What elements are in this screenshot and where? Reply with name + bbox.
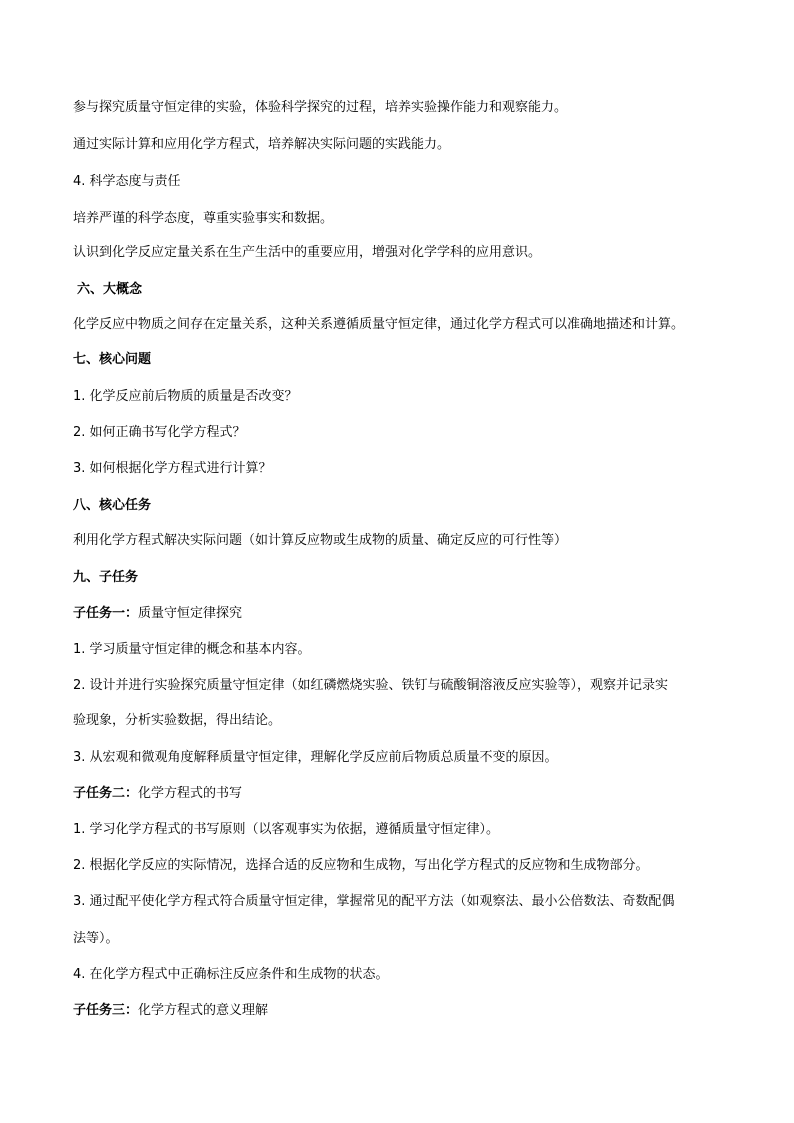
- paragraph-big-concept: 化学反应中物质之间存在定量关系，这种关系遵循质量守恒定律，通过化学方程式可以准确地描述和计算。: [73, 317, 685, 332]
- subtask-2-title: 化学方程式的书写: [138, 786, 243, 801]
- subtask-2-item-3-line-1: 3. 通过配平使化学方程式符合质量守恒定律，掌握常见的配平方法（如观察法、最小公倍数法、奇数配偶: [73, 894, 675, 909]
- question-item-1: 1. 化学反应前后物质的质量是否改变？: [73, 389, 298, 404]
- subtask-1-item-2-line-2: 验现象，分析实验数据，得出结论。: [73, 713, 282, 728]
- subtask-1-title: 质量守恒定律探究: [138, 606, 243, 621]
- section-heading-subtasks: 九、子任务: [73, 570, 139, 585]
- section-heading-big-concept: 六、大概念: [77, 282, 143, 297]
- subtask-1-item-3: 3. 从宏观和微观角度解释质量守恒定律，理解化学反应前后物质总质量不变的原因。: [73, 750, 558, 765]
- subtask-3-heading: [73, 1002, 754, 1020]
- paragraph-core-task: 利用化学方程式解决实际问题（如计算反应物或生成物的质量、确定反应的可行性等）: [73, 533, 568, 548]
- subtask-1-item-2-line-1: 2. 设计并进行实验探究质量守恒定律（如红磷燃烧实验、铁钉与硫酸铜溶液反应实验等），观察并记录实: [73, 678, 669, 693]
- subtask-1-item-1: 1. 学习质量守恒定律的概念和基本内容。: [73, 642, 311, 657]
- paragraph-application-awareness: 认识到化学反应定量关系在生产生活中的重要应用，增强对化学学科的应用意识。: [73, 245, 542, 260]
- section-heading-core-questions: 七、核心问题: [73, 352, 152, 367]
- subtask-2-item-4: 4. 在化学方程式中正确标注反应条件和生成物的状态。: [73, 967, 389, 982]
- subtask-3-title: 化学方程式的意义理解: [138, 1003, 269, 1018]
- paragraph-experiment-ability: 参与探究质量守恒定律的实验，体验科学探究的过程，培养实验操作能力和观察能力。: [73, 100, 568, 115]
- subtask-2-item-3-line-2: 法等）。: [73, 931, 119, 946]
- subheading-attitude: 4. 科学态度与责任: [73, 174, 181, 189]
- subtask-1-heading: [73, 605, 754, 623]
- subtask-2-heading: [73, 785, 754, 803]
- question-item-2: 2. 如何正确书写化学方程式？: [73, 425, 246, 440]
- subtask-1-label: 子任务一：: [73, 606, 139, 621]
- subtask-2-item-1: 1. 学习化学方程式的书写原则（以客观事实为依据，遵循质量守恒定律）。: [73, 822, 500, 837]
- subtask-3-label: 子任务三：: [73, 1003, 139, 1018]
- paragraph-practical-ability: 通过实际计算和应用化学方程式，培养解决实际问题的实践能力。: [73, 137, 451, 152]
- subtask-2-label: 子任务二：: [73, 786, 139, 801]
- paragraph-rigorous-attitude: 培养严谨的科学态度，尊重实验事实和数据。: [73, 211, 334, 226]
- question-item-3: 3. 如何根据化学方程式进行计算？: [73, 461, 272, 476]
- subtask-2-item-2: 2. 根据化学反应的实际情况，选择合适的反应物和生成物，写出化学方程式的反应物和生成物部分。: [73, 858, 649, 873]
- section-heading-core-task: 八、核心任务: [73, 498, 152, 513]
